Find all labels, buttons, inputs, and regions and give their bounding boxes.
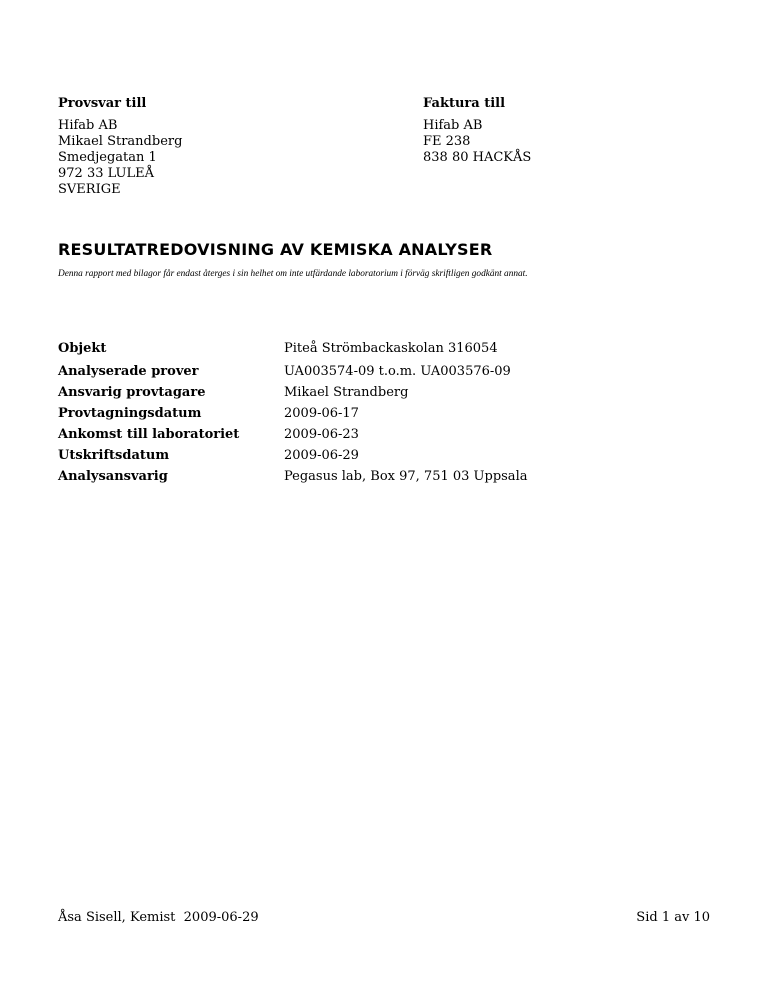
info-value: Piteå Strömbackaskolan 316054 — [284, 341, 498, 356]
provsvar-heading: Provsvar till — [58, 96, 147, 111]
info-value: Pegasus lab, Box 97, 751 03 Uppsala — [284, 469, 528, 484]
info-row-objekt — [58, 338, 527, 359]
info-row-analyserade-prover — [58, 361, 527, 382]
info-value: 2009-06-23 — [284, 427, 359, 442]
faktura-line: Hifab AB — [423, 118, 483, 133]
info-label: Analysansvarig — [58, 469, 168, 484]
provsvar-line: 972 33 LULEÅ — [58, 166, 155, 181]
info-label: Provtagningsdatum — [58, 406, 202, 421]
faktura-line: 838 80 HACKÅS — [423, 150, 532, 165]
info-row-ankomst — [58, 424, 527, 445]
info-value: 2009-06-29 — [284, 448, 359, 463]
faktura-address — [423, 96, 531, 166]
info-row-utskriftsdatum — [58, 445, 527, 466]
info-label: Objekt — [58, 341, 107, 356]
info-label: Utskriftsdatum — [58, 448, 170, 463]
faktura-heading: Faktura till — [423, 96, 506, 111]
info-label: Analyserade prover — [58, 364, 199, 379]
info-row-ansvarig-provtagare — [58, 382, 527, 403]
info-value: 2009-06-17 — [284, 406, 359, 421]
faktura-line: FE 238 — [423, 134, 471, 149]
info-value: Mikael Strandberg — [284, 385, 409, 400]
provsvar-line: SVERIGE — [58, 182, 121, 197]
provsvar-line: Smedjegatan 1 — [58, 150, 157, 165]
provsvar-address — [58, 96, 182, 198]
info-label: Ansvarig provtagare — [58, 385, 206, 400]
footer-page-number: Sid 1 av 10 — [636, 910, 710, 925]
footer-signature: Åsa Sisell, Kemist 2009-06-29 — [58, 910, 259, 925]
report-title: RESULTATREDOVISNING AV KEMISKA ANALYSER — [58, 240, 493, 259]
info-row-analysansvarig — [58, 466, 527, 487]
info-value: UA003574-09 t.o.m. UA003576-09 — [284, 364, 511, 379]
info-label: Ankomst till laboratoriet — [58, 427, 240, 442]
info-row-provtagningsdatum — [58, 403, 527, 424]
info-table — [58, 338, 527, 487]
report-disclaimer: Denna rapport med bilagor får endast återges i sin helhet om inte utfärdande laboratorium i förväg skriftligen godkänt annat. — [58, 269, 528, 279]
provsvar-line: Hifab AB — [58, 118, 118, 133]
provsvar-line: Mikael Strandberg — [58, 134, 183, 149]
